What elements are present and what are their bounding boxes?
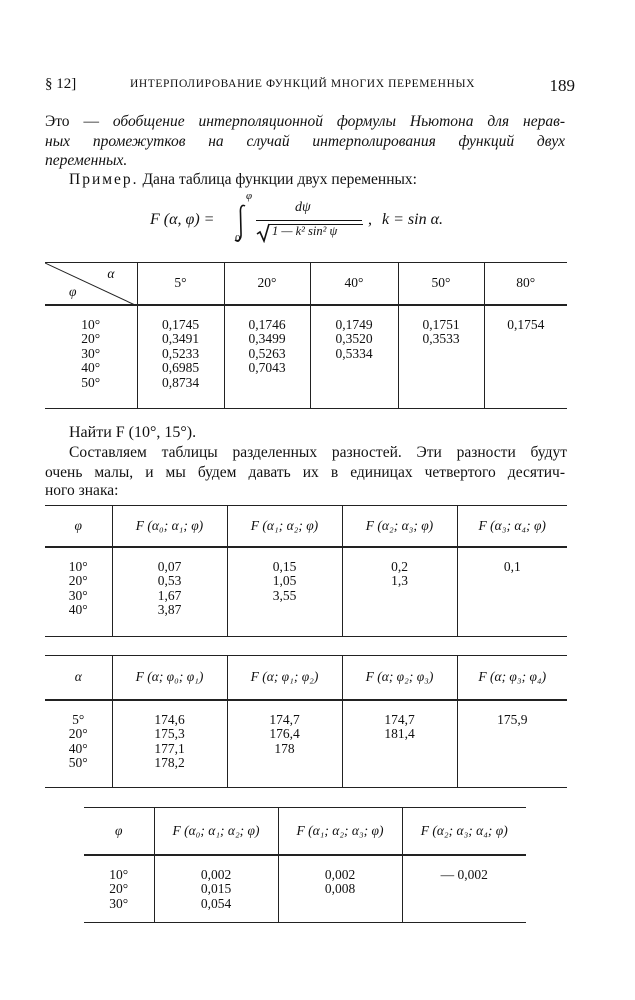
value-cell: 175,3	[154, 726, 185, 741]
k-definition: k = sin α.	[382, 211, 443, 228]
value-cell: 174,6	[154, 711, 185, 727]
row-label: 10°	[109, 866, 129, 882]
table1-col-header: 20°	[224, 263, 310, 305]
integral-formula	[150, 190, 470, 255]
value-cell: 0,1745	[161, 316, 200, 332]
value-cell: 0,002	[200, 866, 232, 882]
row-label: 10°	[68, 558, 88, 574]
value-cell: 0,7043	[248, 360, 286, 375]
value-cell: 174,7	[384, 711, 415, 727]
value-cell: 0,6985	[161, 360, 200, 375]
table4-row-labels	[84, 855, 154, 923]
value-cell: 0,3491	[161, 331, 200, 346]
example-text: Дана таблица функции двух переменных:	[138, 171, 417, 188]
table1-col-header: 50°	[398, 263, 484, 305]
fraction-bar	[256, 220, 362, 221]
table3-alpha-header: α	[45, 656, 112, 700]
table1-col-header: 40°	[310, 263, 398, 305]
lower-limit: 0	[235, 233, 241, 245]
running-header	[45, 76, 575, 98]
page-number: 189	[549, 76, 575, 95]
para1-line3: переменных.	[45, 152, 128, 169]
upper-limit: φ	[246, 190, 253, 202]
value-cell: 3,55	[272, 587, 297, 603]
para2-line2: очень малы, и мы будем давать их в единицах четвертого десятич-	[45, 464, 565, 481]
corner-diagonal	[45, 263, 137, 305]
row-label: 10°	[81, 316, 101, 332]
row-label: 30°	[68, 587, 88, 603]
table1-col-80	[484, 305, 567, 409]
corner-phi: φ	[69, 283, 77, 299]
value-cell: 178,2	[154, 755, 185, 770]
value-cell: 0,1746	[248, 316, 286, 332]
value-cell: 0,3499	[248, 331, 286, 346]
value-cell: 1,3	[391, 573, 408, 588]
table2-col-header: F (α₃; α₄; φ)	[457, 506, 567, 547]
value-cell: 181,4	[384, 726, 415, 741]
table-divided-differences-alpha	[45, 505, 567, 637]
table1-row-labels	[45, 305, 137, 409]
find-line: Найти F (10°, 15°).	[69, 424, 197, 441]
row-label: 50°	[81, 374, 101, 390]
value-cell: 0,1749	[335, 316, 373, 332]
table1-col-5	[137, 305, 224, 409]
fraction-denominator: 1 — k² sin² ψ	[272, 224, 338, 238]
table1-col-header: 5°	[137, 263, 224, 305]
table4-phi-header: φ	[84, 808, 154, 855]
table2-col-header: F (α₂; α₃; φ)	[342, 506, 457, 547]
value-cell: 0,5334	[335, 345, 373, 361]
para2-line3: ного знака:	[45, 482, 119, 499]
table2-col	[457, 547, 567, 637]
table-second-differences	[84, 807, 526, 923]
table3-col	[112, 700, 227, 788]
row-label: 5°	[72, 711, 85, 727]
row-label: 50°	[68, 755, 88, 770]
para1-line1	[45, 112, 565, 132]
fraction-numerator: dψ	[295, 200, 311, 215]
row-label: 40°	[81, 360, 101, 375]
table2-phi-header: φ	[45, 506, 112, 547]
row-label: 20°	[68, 573, 88, 588]
value-cell: 0,1751	[422, 316, 460, 332]
value-cell: 177,1	[154, 740, 185, 756]
value-cell: 0,008	[324, 881, 356, 896]
table-divided-differences-phi	[45, 655, 567, 788]
table2-col	[112, 547, 227, 637]
table4-col	[402, 855, 526, 923]
value-cell: 1,67	[157, 587, 182, 603]
value-cell: 0,07	[157, 558, 182, 574]
table2-row-labels	[45, 547, 112, 637]
formula-comma: ,	[368, 211, 372, 228]
table1-col-header: 80°	[484, 263, 567, 305]
corner-alpha: α	[107, 266, 115, 281]
table4-col-header: F (α₀; α₁; α₂; φ)	[154, 808, 278, 855]
table2-col-header: F (α₁; α₂; φ)	[227, 506, 342, 547]
example-line	[69, 170, 589, 190]
section-ref: § 12]	[45, 76, 77, 92]
table3-col	[342, 700, 457, 788]
para2-line1: Составляем таблицы разделенных разностей. Эти разности будут	[69, 444, 567, 461]
value-cell: 0,3520	[335, 331, 373, 346]
example-lead: Пример.	[69, 171, 139, 188]
value-cell: 0,054	[200, 895, 232, 911]
value-cell: 3,87	[157, 602, 182, 617]
row-label: 40°	[68, 740, 88, 756]
table3-col	[457, 700, 567, 788]
sqrt-sign-icon	[256, 223, 270, 243]
table4-col-header: F (α₂; α₃; α₄; φ)	[402, 808, 526, 855]
table3-col-header: F (α; φ₁; φ₂)	[227, 656, 342, 700]
row-label: 20°	[109, 881, 129, 896]
value-cell: 175,9	[497, 711, 528, 727]
value-cell: 174,7	[269, 711, 300, 727]
formula-lhs: F (α, φ) =	[150, 211, 215, 228]
row-label: 20°	[68, 726, 88, 741]
table1-corner	[45, 263, 137, 305]
value-cell: 0,3533	[422, 331, 460, 346]
table4-col-header: F (α₁; α₂; α₃; φ)	[278, 808, 402, 855]
table4-col	[278, 855, 402, 923]
para1-line2: ных промежутков на случай интерполирования функций двух	[45, 133, 565, 150]
value-cell: 0,015	[200, 881, 232, 896]
value-cell: 0,15	[272, 558, 297, 574]
table-function-values	[45, 262, 567, 409]
value-cell: 0,53	[157, 573, 182, 588]
table1-col-50	[398, 305, 484, 409]
table3-col-header: F (α; φ₂; φ₃)	[342, 656, 457, 700]
table3-col-header: F (α; φ₀; φ₁)	[112, 656, 227, 700]
table2-col	[227, 547, 342, 637]
para1-italic: обобщение интерполяционной формулы Ньютона для нерав-	[112, 113, 565, 130]
table4-col	[154, 855, 278, 923]
table1-col-40	[310, 305, 398, 409]
chapter-title: ИНТЕРПОЛИРОВАНИЕ ФУНКЦИЙ МНОГИХ ПЕРЕМЕННЫХ	[130, 78, 476, 90]
value-cell: 0,8734	[161, 374, 200, 390]
table2-col-header: F (α₀; α₁; φ)	[112, 506, 227, 547]
value-cell: 0,1754	[507, 316, 545, 332]
value-cell: 0,2	[391, 558, 408, 574]
value-cell: 0,1	[503, 558, 521, 574]
table3-col-header: F (α; φ₃; φ₄)	[457, 656, 567, 700]
value-cell: 176,4	[269, 726, 300, 741]
para1-lead: Это —	[45, 113, 113, 130]
row-label: 30°	[109, 895, 129, 911]
value-cell: 178	[274, 740, 295, 756]
value-cell: — 0,002	[440, 866, 488, 882]
table3-col	[227, 700, 342, 788]
table3-row-labels	[45, 700, 112, 788]
row-label: 40°	[68, 602, 88, 617]
table2-col	[342, 547, 457, 637]
value-cell: 0,002	[324, 866, 356, 882]
row-label: 30°	[81, 345, 101, 361]
value-cell: 0,5233	[161, 345, 200, 361]
value-cell: 1,05	[272, 573, 297, 588]
value-cell: 0,5263	[248, 345, 286, 361]
table1-col-20	[224, 305, 310, 409]
row-label: 20°	[81, 331, 101, 346]
